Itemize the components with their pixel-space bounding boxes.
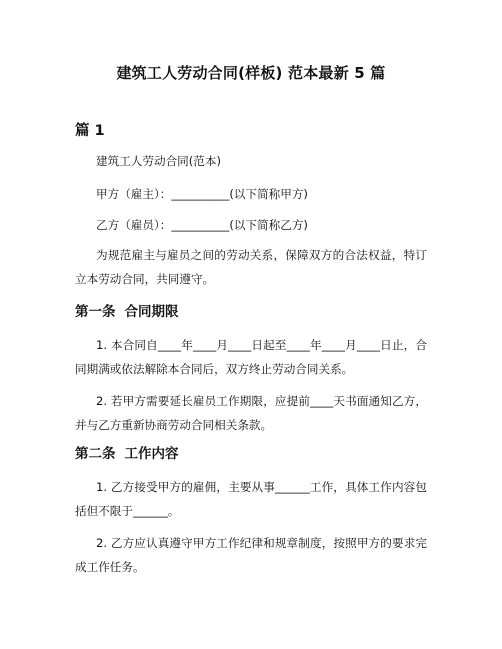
article-2-clause-2: 2. 乙方应认真遵守甲方工作纪律和规章制度，按照甲方的要求完成工作任务。 <box>75 536 427 574</box>
section-heading: 篇 1 <box>75 123 105 139</box>
article-1-clause-1: 1. 本合同自____年____月____日起至____年____月____日止，合同期满或依法解除本合同后，双方终止劳动合同关系。 <box>75 338 427 376</box>
document-title: 建筑工人劳动合同(样板) 范本最新 5 篇 <box>116 64 386 82</box>
contract-name-line: 建筑工人劳动合同(范本) <box>96 154 221 168</box>
party-a-line: 甲方（雇主）：__________(以下简称甲方) <box>96 187 308 201</box>
article-1-heading <box>75 302 179 322</box>
article-1-title: 合同期限 <box>124 304 179 320</box>
article-1-clause-2: 2. 若甲方需要延长雇员工作期限，应提前____天书面通知乙方，并与乙方重新协商劳动合同相关条款。 <box>75 394 427 432</box>
article-2-number: 第二条 <box>75 446 116 462</box>
article-2-title: 工作内容 <box>124 446 179 462</box>
article-1-number: 第一条 <box>75 304 116 320</box>
party-b-line: 乙方（雇员）：__________(以下简称乙方) <box>96 218 308 232</box>
article-2-clause-1: 1. 乙方接受甲方的雇佣，主要从事______工作，具体工作内容包括但不限于______。 <box>75 480 427 518</box>
intro-paragraph: 为规范雇主与雇员之间的劳动关系，保障双方的合法权益，特订立本劳动合同，共同遵守。 <box>75 248 427 286</box>
article-2-heading <box>75 444 179 464</box>
